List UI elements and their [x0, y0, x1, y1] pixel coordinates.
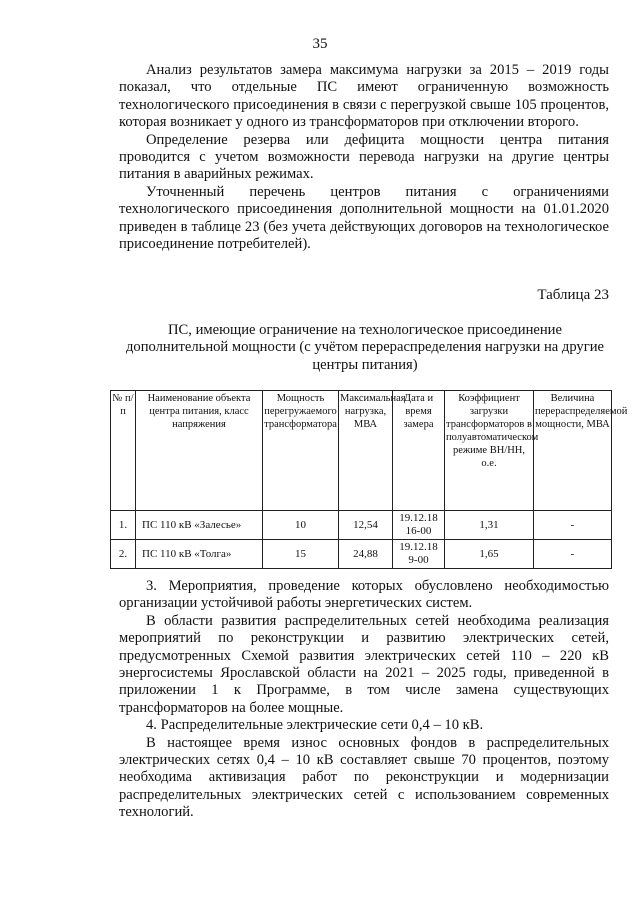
measures-text	[119, 578, 609, 822]
table-row	[111, 511, 612, 540]
paragraph-list-reference: Уточненный перечень центров питания с ограничениями технологического присоединения дополнительной мощности на 01.01.2020 приведен в таблице 23 (без учета действующих договоров на технологическое присоединение потребителей).	[119, 183, 609, 253]
intro-text	[119, 62, 609, 253]
cell-object-name: ПС 110 кВ «Залесье»	[136, 511, 263, 540]
table-label: Таблица 23	[537, 287, 609, 303]
paragraph-load-analysis: Анализ результатов замера максимума нагрузки за 2015 – 2019 годы показал, что отдельные ПС имеют ограниченную возможность технологического присоединения в связи с перегрузкой свыше 105 процентов, которая возникает у одного из трансформаторов при отключении второго.	[119, 62, 609, 131]
paragraph-distribution-heading: 4. Распределительные электрические сети 0,4 – 10 кВ.	[146, 717, 484, 734]
cell-number: 1.	[111, 511, 136, 540]
header-object-name: Наименование объекта центра питания, класс напряжения	[136, 391, 263, 511]
table-title: ПС, имеющие ограничение на технологическое присоединение дополнительной мощности (с учётом перераспределения нагрузки на другие центры питания)	[125, 322, 604, 373]
paragraph-network-development: В области развития распределительных сетей необходима реализация мероприятий по реконструкции и развитию электрических сетей, предусмотренных Схемой развития электрических сетей 110 – 220 кВ энергосистемы Ярославской области на 2021 – 2025 годы, приведенной в приложении 1 к Программе, в том числе замена существующих трансформаторов на более мощные.	[119, 612, 609, 716]
table-row	[111, 540, 612, 569]
table-header-row	[111, 391, 612, 511]
cell-max-load: 12,54	[339, 511, 393, 540]
cell-redistributed-power: -	[534, 540, 612, 569]
cell-max-load: 24,88	[339, 540, 393, 569]
cell-redistributed-power: -	[534, 511, 612, 540]
cell-date-time: 19.12.18 9-00	[393, 540, 445, 569]
substations-table	[110, 390, 628, 569]
paragraph-reserve: Определение резерва или дефицита мощности центра питания проводится с учетом возможности перевода нагрузки на другие центры питания в аварийных режимах.	[119, 131, 609, 183]
header-transformer-power: Мощность перегружаемого трансформатора	[263, 391, 339, 511]
cell-load-factor: 1,65	[445, 540, 534, 569]
header-load-factor: Коэффициент загрузки трансформаторов в полуавтоматическом режиме ВН/НН, о.е.	[445, 391, 534, 511]
paragraph-wear: В настоящее время износ основных фондов в распределительных электрических сетях 0,4 – 10 кВ составляет свыше 70 процентов, поэтому необходима активизация работ по реконструкции и модернизации распределительных электрических сетей с использованием современных технологий.	[119, 734, 609, 821]
cell-transformer-power: 15	[263, 540, 339, 569]
cell-transformer-power: 10	[263, 511, 339, 540]
header-max-load: Максимальная нагрузка, МВА	[339, 391, 393, 511]
paragraph-measures-heading: 3. Мероприятия, проведение которых обусловлено необходимостью организации устойчивой работы энергетических систем.	[119, 578, 609, 612]
header-number: № п/п	[111, 391, 136, 511]
header-date-time: Дата и время замера	[393, 391, 445, 511]
cell-object-name: ПС 110 кВ «Толга»	[136, 540, 263, 569]
page-number: 35	[312, 36, 328, 52]
cell-load-factor: 1,31	[445, 511, 534, 540]
cell-number: 2.	[111, 540, 136, 569]
cell-date-time: 19.12.18 16-00	[393, 511, 445, 540]
header-redistributed-power: Величина перераспределяемой мощности, МВА	[534, 391, 612, 511]
